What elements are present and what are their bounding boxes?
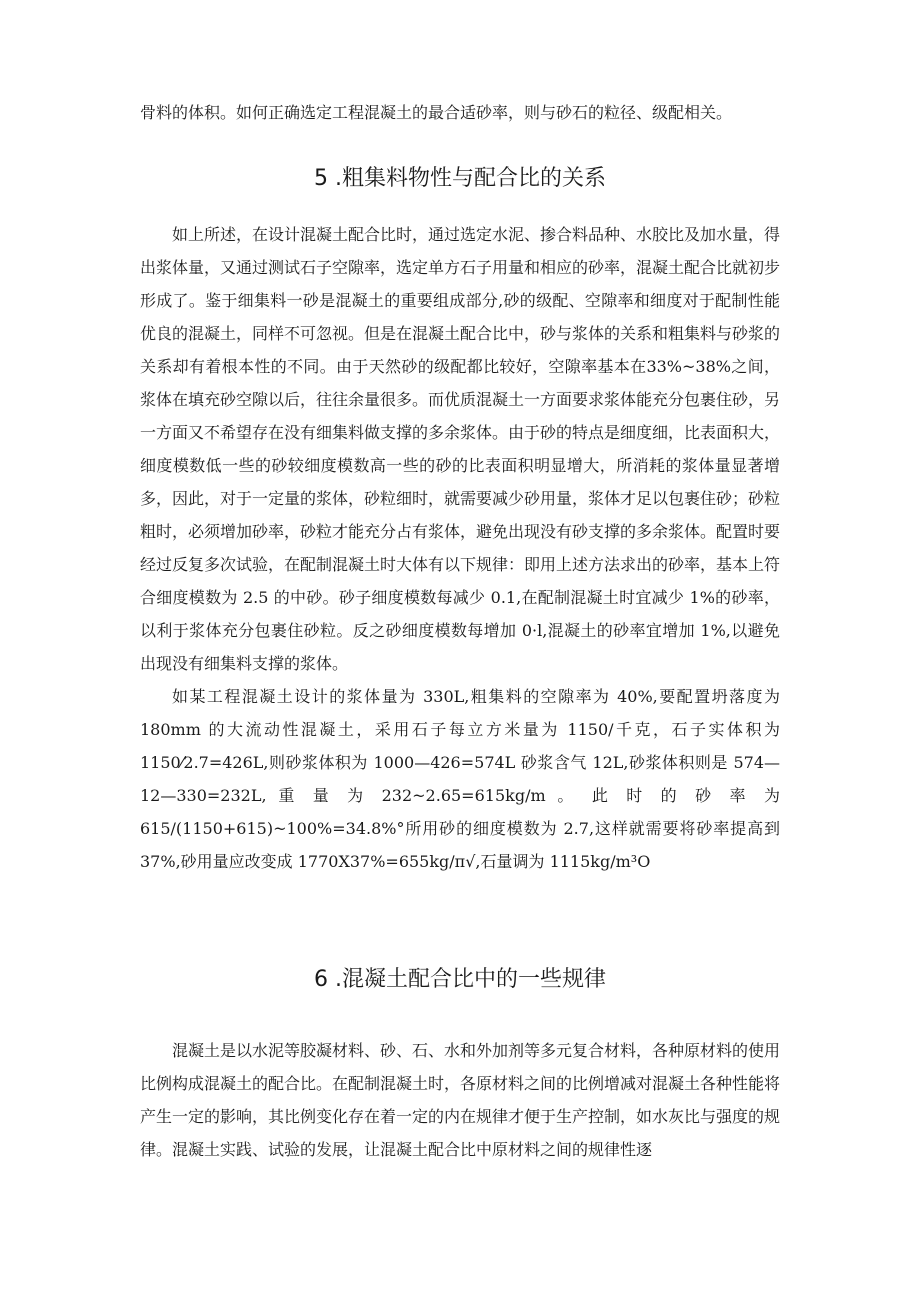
section-6-body (140, 1034, 780, 1166)
section-5-paragraph-2: 如某工程混凝土设计的浆体量为 330L,粗集料的空隙率为 40%,要配置坍落度为 180mm 的大流动性混凝土，采用石子每立方米量为 1150/千克，石子实体积为 1150⁄2.7=426L,则砂浆体积为 1000—426=574L 砂浆含气 12L,砂浆体积则是 574—12—330=232L, 重 量 为 232~2.65=615kg/m 。 此 时 的 砂 率 为 615/(1150+615)~100%=34.8%°所用砂的细度模数为 2.7,这样就需要将砂率提高到 37%,砂用量应改变成 1770X37%=655kg∕π√,石量调为 1115kg∕m³O (140, 687, 780, 871)
intro-tail-paragraph: 骨料的体积。如何正确选定工程混凝土的最合适砂率，则与砂石的粒径、级配相关。 (140, 103, 733, 122)
section-5-heading: 5 .粗集料物性与配合比的关系 (314, 166, 606, 191)
section-6-paragraph-1: 混凝土是以水泥等胶凝材料、砂、石、水和外加剂等多元复合材料，各种原材料的使用比例构成混凝土的配合比。在配制混凝土时，各原材料之间的比例增减对混凝土各种性能将产生一定的影响，其比例变化存在着一定的内在规律才便于生产控制，如水灰比与强度的规律。混凝土实践、试验的发展，让混凝土配合比中原材料之间的规律性逐 (140, 1041, 781, 1159)
section-5-paragraph-1: 如上所述，在设计混凝土配合比时，通过选定水泥、掺合料品种、水胶比及加水量，得出浆体量，又通过测试石子空隙率，选定单方石子用量和相应的砂率，混凝土配合比就初步形成了。鉴于细集料一砂是混凝土的重要组成部分,砂的级配、空隙率和细度对于配制性能优良的混凝土，同样不可忽视。但是在混凝土配合比中，砂与浆体的关系和粗集料与砂浆的关系却有着根本性的不同。由于天然砂的级配都比较好，空隙率基本在33%~38%之间，浆体在填充砂空隙以后，往往余量很多。而优质混凝土一方面要求浆体能充分包裹住砂，另一方面又不希望存在没有细集料做支撑的多余浆体。由于砂的特点是细度细，比表面积大，细度模数低一些的砂较细度模数高一些的砂的比表面积明显增大，所消耗的浆体量显著增多，因此，对于一定量的浆体，砂粒细时，就需要减少砂用量，浆体才足以包裹住砂；砂粒粗时，必须增加砂率，砂粒才能充分占有浆体，避免出现没有砂支撑的多余浆体。配置时要经过反复多次试验，在配制混凝土时大体有以下规律：即用上述方法求出的砂率，基本上符合细度模数为 2.5 的中砂。砂子细度模数每减少 0.1,在配制混凝土时宜减少 1%的砂率，以利于浆体充分包裹住砂粒。反之砂细度模数每增加 0·l,混凝土的砂率宜增加 1%,以避免出现没有细集料支撑的浆体。 (140, 225, 781, 673)
intro-paragraph-block (140, 96, 780, 129)
section-6-heading: 6 .混凝土配合比中的一些规律 (314, 967, 606, 992)
section-5-body (140, 218, 780, 878)
